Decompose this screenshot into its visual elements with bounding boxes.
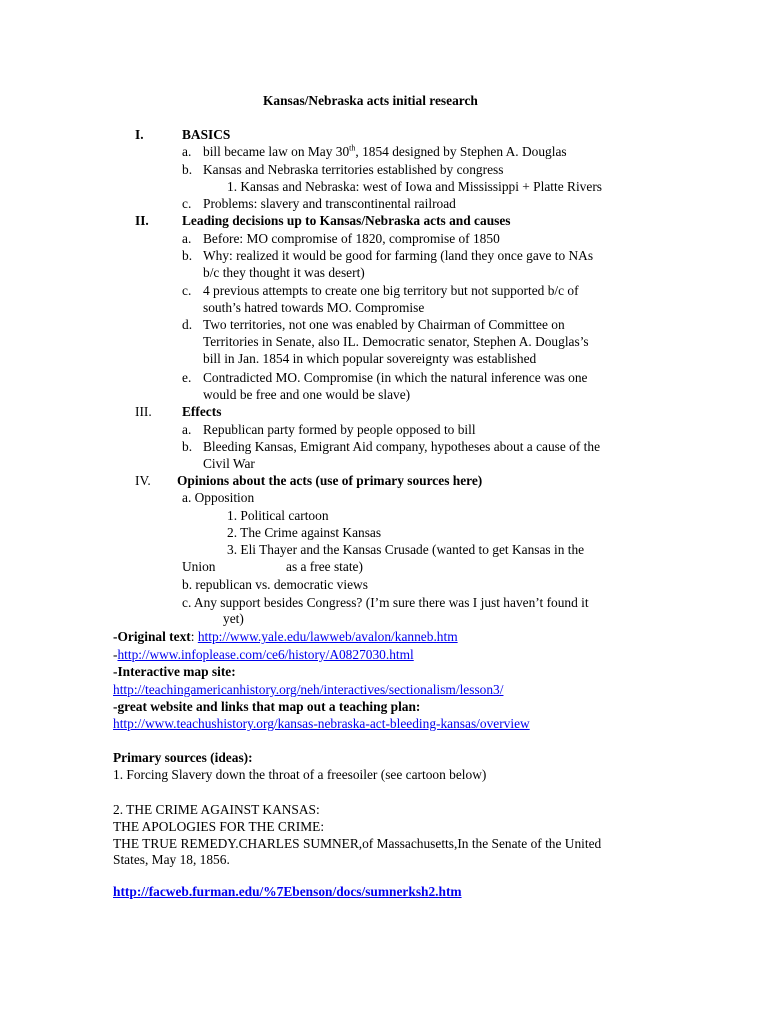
section-4-heading: Opinions about the acts (use of primary sources here) [177,473,483,488]
section-2-e-line1: Contradicted MO. Compromise (in which the natural inference was one [203,370,588,385]
section-4-a-subitem-2: 2. The Crime against Kansas [227,525,382,540]
infoplease-row: -http://www.infoplease.com/ce6/history/A0827030.html [113,647,414,662]
section-3-a-text: Republican party formed by people opposed to bill [203,422,476,437]
page-title: Kansas/Nebraska acts initial research [263,93,478,108]
primary-source-2-line3: THE TRUE REMEDY.CHARLES SUMNER,of Massachusetts,In the Senate of the United [113,836,602,851]
section-1-c-text: Problems: slavery and transcontinental railroad [203,196,456,211]
section-2-c-line1: 4 previous attempts to create one big territory but not supported b/c of [203,283,579,298]
interactive-map-row [113,681,503,698]
section-2-d-line1: Two territories, not one was enabled by Chairman of Committee on [203,317,565,332]
section-1-b-text: Kansas and Nebraska territories established by congress [203,162,504,177]
section-2-b-line2: b/c they thought it was desert) [203,265,365,280]
section-1-b-marker: b. [182,162,193,177]
section-2-d-line2: Territories in Senate, also IL. Democratic senator, Stephen A. Douglas’s [203,334,589,349]
section-1-a-marker: a. [182,144,192,159]
section-2-numeral: II. [135,213,149,228]
primary-source-2: 2. THE CRIME AGAINST KANSAS: [113,802,320,817]
primary-sources-heading: Primary sources (ideas): [113,750,253,765]
section-2-b-marker: b. [182,248,193,263]
section-4-a-subitem-1: 1. Political cartoon [227,508,329,523]
sumner-row [113,883,462,900]
section-3-numeral: III. [135,404,152,419]
section-2-e-line2: would be free and one would be slave) [203,387,411,402]
section-1-b-subitem: 1. Kansas and Nebraska: west of Iowa and Mississippi + Platte Rivers [227,179,602,194]
section-1-numeral: I. [135,127,144,142]
section-2-c-line2: south’s hatred towards MO. Compromise [203,300,425,315]
section-4-a-subitem-3-wrap-2: as a free state) [286,559,363,574]
section-2-e-marker: e. [182,370,192,385]
original-text-link[interactable]: http://www.yale.edu/lawweb/avalon/kanneb.htm [197,629,458,644]
interactive-map-label: -Interactive map site: [113,664,236,679]
section-4-c-line1: c. Any support besides Congress? (I’m sure there was I just haven’t found it [182,595,589,610]
section-4-c-line2: yet) [223,611,244,626]
section-4-b-text: b. republican vs. democratic views [182,577,368,592]
superscript-th: th [349,143,356,153]
section-1-c-marker: c. [182,196,192,211]
teaching-plan-label: -great website and links that map out a teaching plan: [113,699,421,714]
section-4-numeral: IV. [135,473,151,488]
teaching-plan-link[interactable]: http://www.teachushistory.org/kansas-nebraska-act-bleeding-kansas/overview [113,716,530,731]
section-1-a-text: bill became law on May 30th, 1854 designed by Stephen A. Douglas [203,143,567,159]
primary-source-1: 1. Forcing Slavery down the throat of a freesoiler (see cartoon below) [113,767,487,782]
original-text-row: -Original text: http://www.yale.edu/lawweb/avalon/kanneb.htm [113,629,458,644]
teaching-plan-row [113,715,530,732]
section-3-b-line1: Bleeding Kansas, Emigrant Aid company, hypotheses about a cause of the [203,439,601,454]
sumner-speech-link[interactable]: http://facweb.furman.edu/%7Ebenson/docs/sumnerksh2.htm [113,884,462,899]
section-4-a-subitem-3-wrap-1: Union [182,559,216,574]
primary-source-2-line2: THE APOLOGIES FOR THE CRIME: [113,819,325,834]
infoplease-link[interactable]: http://www.infoplease.com/ce6/history/A0827030.html [117,647,414,662]
section-3-b-line2: Civil War [203,456,255,471]
primary-source-2-line4: States, May 18, 1856. [113,852,230,867]
section-2-heading: Leading decisions up to Kansas/Nebraska acts and causes [182,213,511,228]
section-2-d-line3: bill in Jan. 1854 in which popular sovereignty was established [203,351,537,366]
original-text-label: -Original text [113,629,191,644]
section-2-d-marker: d. [182,317,193,332]
section-4-a-subitem-3: 3. Eli Thayer and the Kansas Crusade (wanted to get Kansas in the [227,542,585,557]
section-2-c-marker: c. [182,283,192,298]
section-3-b-marker: b. [182,439,193,454]
section-2-a-text: Before: MO compromise of 1820, compromise of 1850 [203,231,500,246]
section-4-a-text: a. Opposition [182,490,255,505]
interactive-map-link[interactable]: http://teachingamericanhistory.org/neh/interactives/sectionalism/lesson3/ [113,682,504,697]
section-2-b-line1: Why: realized it would be good for farming (land they once gave to NAs [203,248,594,263]
section-1-heading: BASICS [182,127,231,142]
section-2-a-marker: a. [182,231,192,246]
section-3-heading: Effects [182,404,222,419]
section-3-a-marker: a. [182,422,192,437]
